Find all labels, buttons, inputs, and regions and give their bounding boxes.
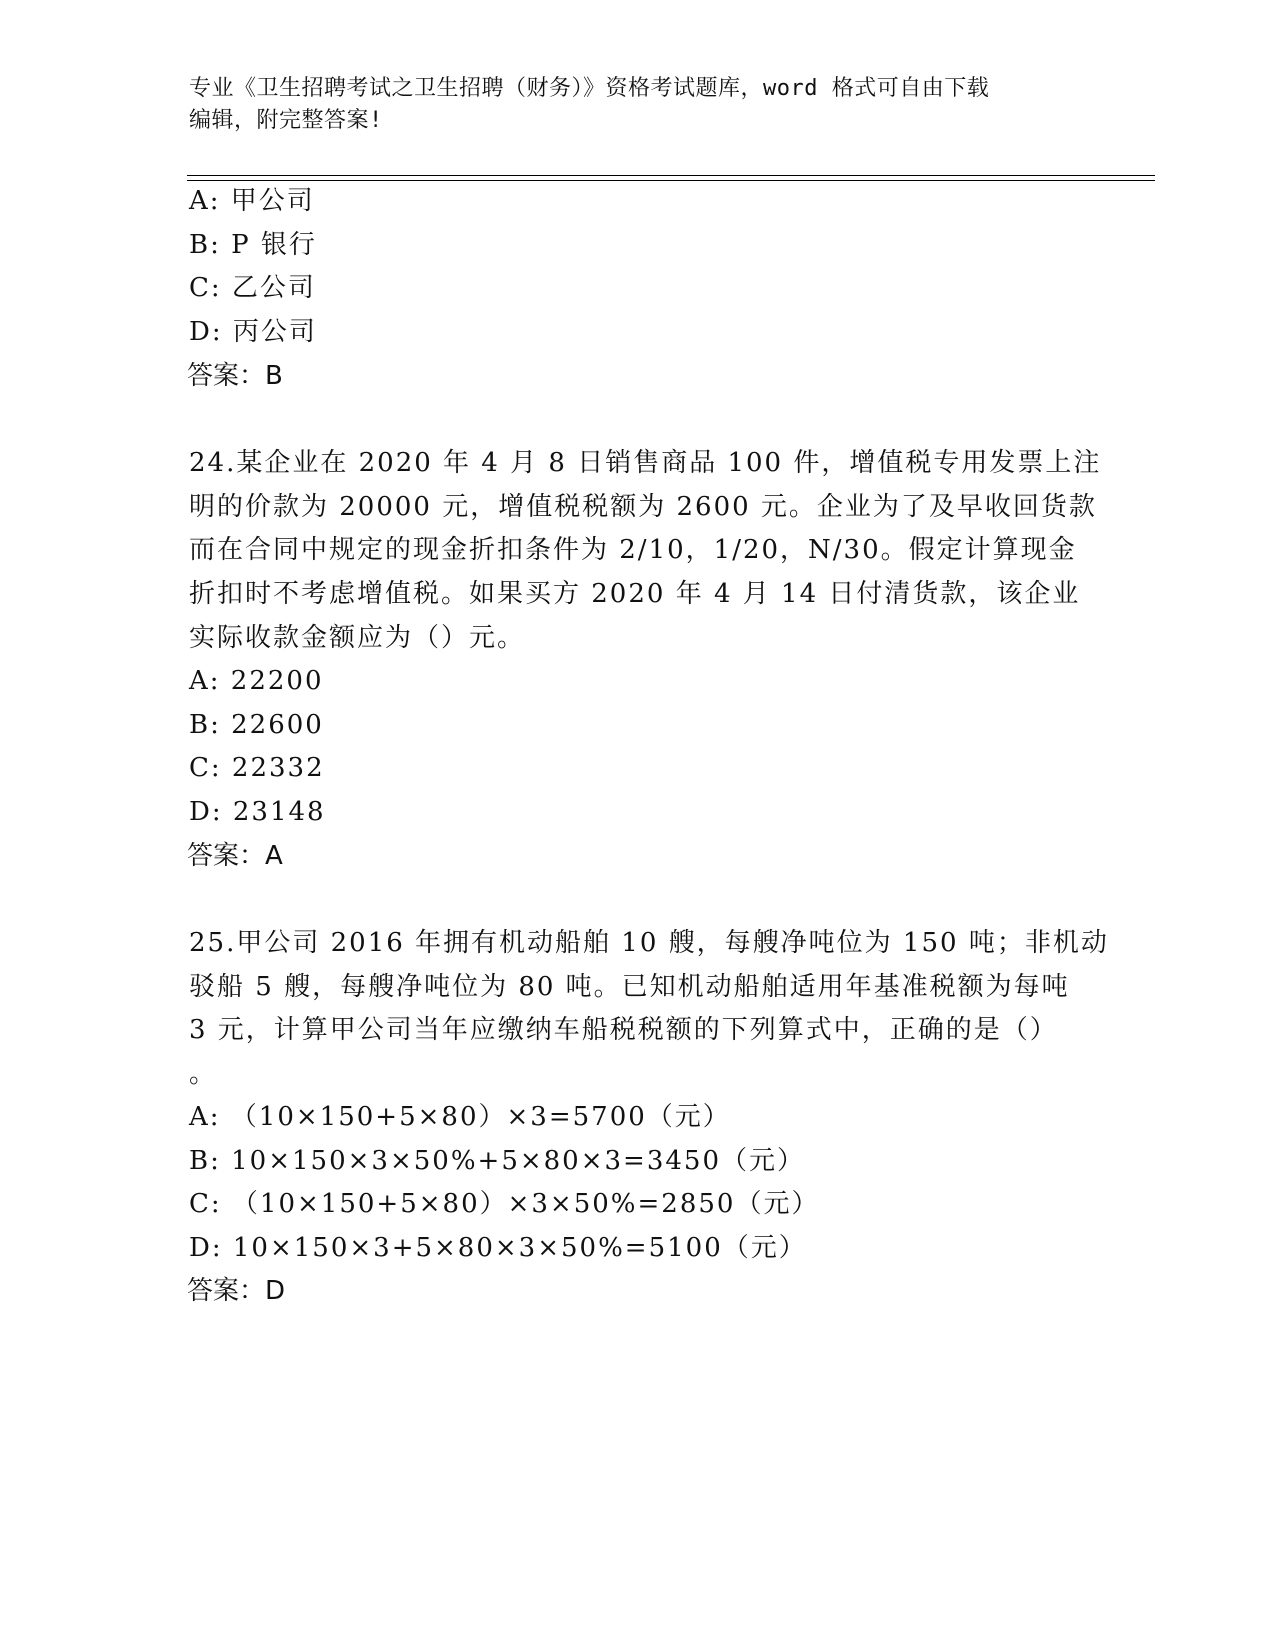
q23-option-d: D: 丙公司 [189, 317, 317, 347]
q24-stem-line-4: 折扣时不考虑增值税。如果买方 2020 年 4 月 14 日付清货款，该企业 [189, 579, 1081, 609]
q24-stem-line-5: 实际收款金额应为（）元。 [189, 623, 526, 653]
header-divider-bottom [187, 180, 1155, 181]
q23-answer: 答案：B [187, 361, 283, 391]
q24-stem-line-2: 明的价款为 20000 元，增值税税额为 2600 元。企业为了及早收回货款 [189, 492, 1097, 522]
q25-option-c: C: （10×150+5×80）×3×50%=2850（元） [189, 1189, 820, 1219]
q25-stem-line-1: 25.甲公司 2016 年拥有机动船舶 10 艘，每艘净吨位为 150 吨；非机动 [189, 928, 1109, 958]
header-line-1: 专业《卫生招聘考试之卫生招聘（财务）》资格考试题库，word 格式可自由下载 [189, 76, 990, 101]
q25-option-b: B: 10×150×3×50%+5×80×3=3450（元） [189, 1146, 806, 1176]
q24-answer: 答案：A [187, 841, 283, 871]
q25-option-a: A: （10×150+5×80）×3=5700（元） [189, 1102, 731, 1132]
q24-option-c: C: 22332 [189, 753, 325, 783]
q23-option-c: C: 乙公司 [189, 273, 316, 303]
q23-option-b: B: P 银行 [189, 230, 317, 260]
q25-option-d: D: 10×150×3+5×80×3×50%=5100（元） [189, 1233, 807, 1263]
document-header [189, 73, 1089, 137]
q25-stem-line-4: 。 [189, 1059, 218, 1089]
q25-stem-line-3: 3 元，计算甲公司当年应缴纳车船税税额的下列算式中，正确的是（） [189, 1015, 1058, 1045]
q24-stem-line-3: 而在合同中规定的现金折扣条件为 2/10，1/20，N/30。假定计算现金 [189, 535, 1077, 565]
q24-option-a: A: 22200 [189, 666, 324, 696]
q25-answer: 答案：D [187, 1276, 286, 1306]
header-line-2: 编辑，附完整答案! [189, 108, 383, 133]
q23-option-a: A: 甲公司 [189, 186, 315, 216]
q24-stem-line-1: 24.某企业在 2020 年 4 月 8 日销售商品 100 件，增值税专用发票上注 [189, 448, 1102, 478]
q24-option-b: B: 22600 [189, 710, 324, 740]
q25-stem-line-2: 驳船 5 艘，每艘净吨位为 80 吨。已知机动船舶适用年基准税额为每吨 [189, 972, 1070, 1002]
header-divider-top [187, 175, 1155, 176]
q24-option-d: D: 23148 [189, 797, 326, 827]
